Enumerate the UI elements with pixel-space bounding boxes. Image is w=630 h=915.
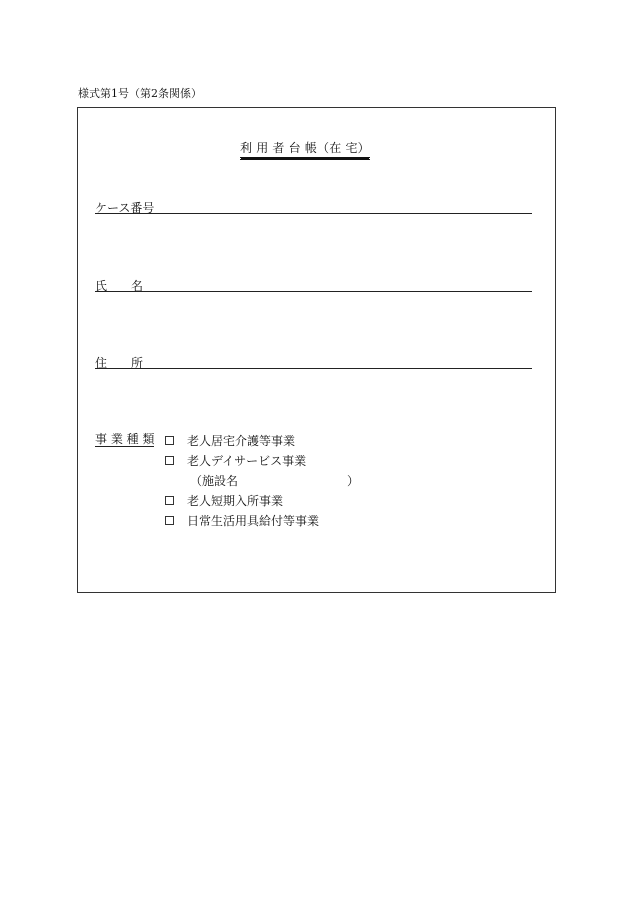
facility-name-label: （施設名 (190, 474, 239, 488)
service-option-equipment[interactable] (165, 512, 319, 529)
checkbox-icon[interactable] (165, 516, 174, 525)
facility-name-field[interactable] (190, 472, 360, 489)
name-label: 氏 名 (95, 279, 144, 293)
service-option-day-service[interactable] (165, 452, 306, 469)
service-option-home-care[interactable] (165, 432, 295, 449)
address-label: 住 所 (95, 356, 144, 370)
service-option-short-stay[interactable] (165, 492, 283, 509)
service-option-label: 日常生活用具給付等事業 (187, 514, 320, 528)
checkbox-icon[interactable] (165, 456, 174, 465)
case-number-label: ケース番号 (95, 201, 155, 215)
facility-name-close: ） (347, 474, 360, 488)
document-title: 利 用 者 台 帳（在 宅） (240, 139, 370, 158)
form-number-label: 様式第1号（第2条関係） (78, 87, 202, 100)
service-option-label: 老人短期入所事業 (187, 494, 284, 508)
checkbox-icon[interactable] (165, 496, 174, 505)
case-number-field[interactable] (95, 213, 532, 214)
name-field[interactable] (95, 291, 532, 292)
service-option-label: 老人デイサービス事業 (187, 454, 307, 468)
service-type-label: 事 業 種 類 (95, 432, 155, 446)
checkbox-icon[interactable] (165, 436, 174, 445)
service-option-label: 老人居宅介護等事業 (187, 434, 296, 448)
address-field[interactable] (95, 368, 532, 369)
